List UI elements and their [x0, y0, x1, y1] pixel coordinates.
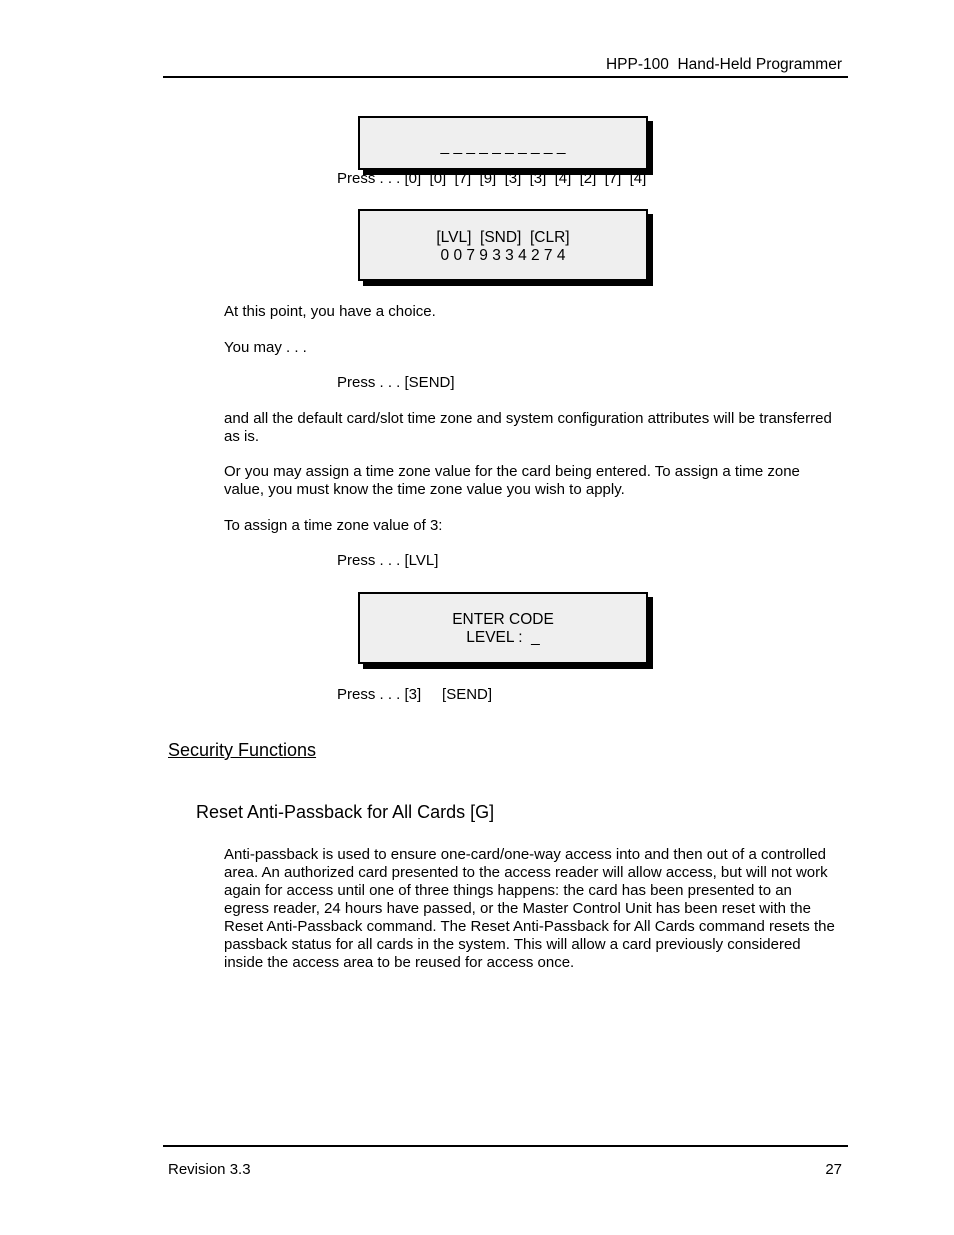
press-3-send-instruction: Press . . . [3] [SEND]	[337, 686, 493, 703]
subsection-title: Reset Anti-Passback for All Cards [G]	[196, 802, 495, 822]
press-send-instruction: Press . . . [SEND]	[337, 374, 455, 391]
page-number: 27	[825, 1161, 842, 1178]
running-header: HPP-100 Hand-Held Programmer	[605, 56, 842, 73]
footer-rule	[163, 1145, 848, 1147]
assign-example-paragraph: To assign a time zone value of 3:	[224, 517, 443, 534]
press-lvl-instruction: Press . . . [LVL]	[337, 552, 439, 569]
default-transfer-paragraph: and all the default card/slot time zone and system configuration attributes will be transferred as is.	[224, 410, 832, 445]
lcd-display-card-code	[358, 209, 648, 281]
lcd-line: _ _ _ _ _ _ _ _ _ _	[440, 138, 566, 155]
lcd-display-enter-code	[358, 592, 648, 664]
lcd-line: [LVL] [SND] [CLR]	[436, 229, 570, 246]
section-title: Security Functions	[168, 740, 317, 760]
revision-label: Revision 3.3	[168, 1161, 251, 1178]
press-digits-instruction: Press . . . [0] [0] [7] [9] [3] [3] [4] [2] [7] [4]	[337, 170, 647, 187]
lcd-line: LEVEL : _	[466, 629, 540, 646]
you-may-paragraph: You may . . .	[224, 339, 307, 356]
lcd-display-blank	[358, 116, 648, 170]
lcd-line: ENTER CODE	[452, 611, 554, 628]
assign-option-paragraph: Or you may assign a time zone value for the card being entered. To assign a time zone value, you must know the time zone value you wish to apply.	[224, 463, 800, 498]
header-rule	[163, 76, 848, 78]
choice-paragraph: At this point, you have a choice.	[224, 303, 436, 320]
lcd-line: 0 0 7 9 3 3 4 2 7 4	[440, 247, 566, 264]
anti-passback-description: Anti-passback is used to ensure one-card/one-way access into and then out of a controlled area. An authorized card presented to the access reader will allow access, but will not work again for access until one of three things happens: the card has been presented to an egress reader, 24 hours have passed, or the Master Control Unit has been reset with the Reset Anti-Passback command. The Reset Anti-Passback for All Cards command resets the passback status for all cards in the system. This will allow a card previously considered inside the access area to be reused for access once.	[224, 846, 835, 971]
